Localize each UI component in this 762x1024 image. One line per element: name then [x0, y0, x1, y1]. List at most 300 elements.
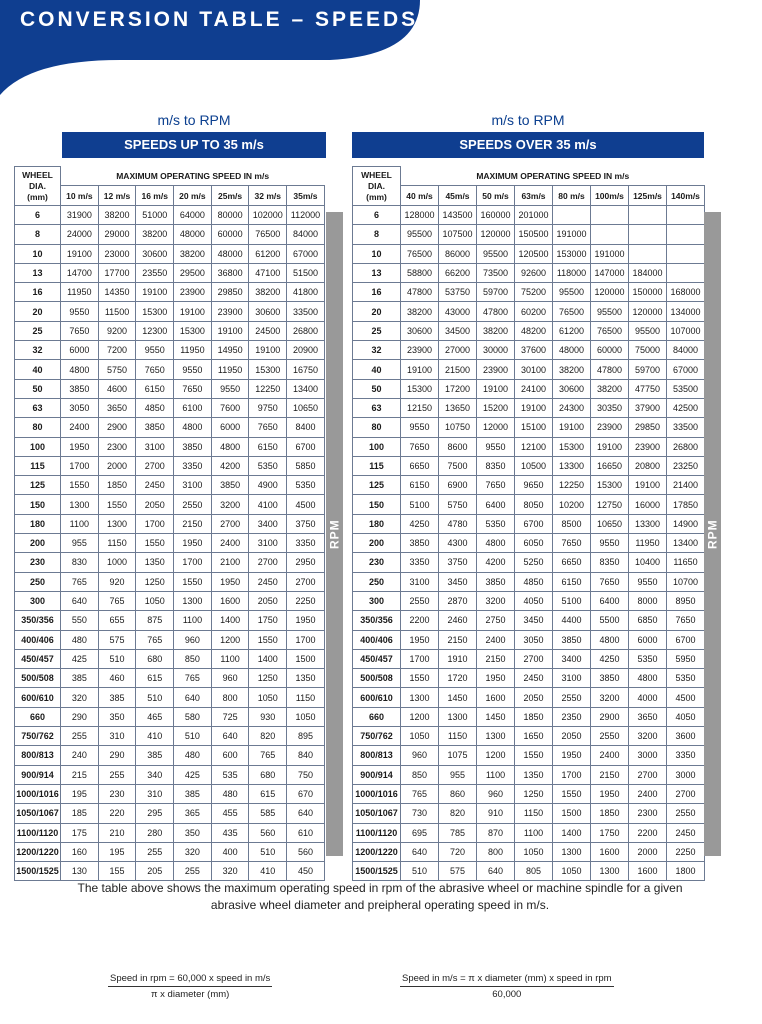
rpm-cell: 53500	[667, 379, 705, 398]
page-title	[20, 8, 418, 32]
rpm-cell: 955	[439, 765, 477, 784]
rpm-cell: 41800	[287, 283, 325, 302]
rpm-cell: 150500	[515, 225, 553, 244]
table-row	[15, 206, 325, 225]
rpm-cell: 3200	[477, 591, 515, 610]
rpm-cell: 8950	[667, 591, 705, 610]
rpm-cell: 1150	[439, 727, 477, 746]
wheel-diameter-cell: 350/356	[15, 611, 61, 630]
rpm-cell: 3350	[174, 456, 212, 475]
rpm-cell: 13400	[667, 534, 705, 553]
rpm-cell: 2700	[211, 514, 249, 533]
rpm-cell: 6700	[287, 437, 325, 456]
speed-column-header: 25m/s	[211, 186, 249, 206]
wheel-diameter-cell: 150	[353, 495, 401, 514]
rpm-cell: 2550	[401, 591, 439, 610]
rpm-cell: 6050	[515, 534, 553, 553]
rpm-cell: 191000	[553, 225, 591, 244]
rpm-cell: 2150	[439, 630, 477, 649]
left-table-grid	[14, 166, 325, 881]
rpm-cell: 4500	[287, 495, 325, 514]
rpm-cell: 2550	[553, 688, 591, 707]
rpm-cell: 19100	[515, 398, 553, 417]
rpm-cell: 30600	[136, 244, 174, 263]
rpm-cell: 76500	[591, 321, 629, 340]
rpm-cell: 6700	[667, 630, 705, 649]
rpm-cell: 76500	[401, 244, 439, 263]
rpm-cell: 6400	[477, 495, 515, 514]
rpm-cell: 11950	[61, 283, 99, 302]
rpm-cell: 350	[98, 707, 136, 726]
rpm-cell: 2250	[287, 591, 325, 610]
rpm-cell: 27000	[439, 341, 477, 360]
rpm-cell: 4900	[249, 476, 287, 495]
rpm-cell: 640	[211, 727, 249, 746]
rpm-cell: 385	[174, 784, 212, 803]
rpm-cell: 3850	[477, 572, 515, 591]
rpm-cell: 960	[174, 630, 212, 649]
title-part-2: TABLE – SPEEDS	[199, 8, 419, 31]
rpm-cell: 365	[174, 804, 212, 823]
rpm-cell: 1750	[249, 611, 287, 630]
rpm-cell: 310	[98, 727, 136, 746]
rpm-cell: 168000	[667, 283, 705, 302]
rpm-cell: 1950	[591, 784, 629, 803]
rpm-cell: 1550	[174, 572, 212, 591]
rpm-cell: 930	[249, 707, 287, 726]
table-row	[353, 302, 705, 321]
rpm-cell: 1600	[211, 591, 249, 610]
rpm-cell: 3000	[667, 765, 705, 784]
rpm-cell: 2400	[211, 534, 249, 553]
table-row	[353, 206, 705, 225]
rpm-cell: 6150	[553, 572, 591, 591]
table-row	[15, 572, 325, 591]
wheel-diameter-cell: 63	[353, 398, 401, 417]
rpm-cell: 5850	[287, 456, 325, 475]
wheel-diameter-cell: 8	[15, 225, 61, 244]
speed-column-header: 63m/s	[515, 186, 553, 206]
rpm-cell: 13650	[439, 398, 477, 417]
formula-rpm-denominator: π x diameter (mm)	[150, 989, 230, 1000]
rpm-cell: 19100	[174, 302, 212, 321]
speed-column-header: 45m/s	[439, 186, 477, 206]
table-row	[15, 765, 325, 784]
wheel-diameter-cell: 1200/1220	[15, 842, 61, 861]
note-line-1: The table above shows the maximum operating speed in rpm of the abrasive wheel or machine spindle for a given	[77, 881, 683, 895]
rpm-cell: 36800	[211, 263, 249, 282]
rpm-cell: 585	[249, 804, 287, 823]
rpm-cell: 9550	[591, 534, 629, 553]
table-row	[353, 244, 705, 263]
rpm-cell: 34500	[439, 321, 477, 340]
wheel-diameter-cell: 40	[15, 360, 61, 379]
rpm-cell: 480	[211, 784, 249, 803]
rpm-cell: 6150	[249, 437, 287, 456]
wheel-diameter-cell: 900/914	[353, 765, 401, 784]
rpm-cell: 765	[249, 746, 287, 765]
rpm-cell: 1050	[515, 842, 553, 861]
rpm-cell: 575	[439, 862, 477, 881]
rpm-cell: 23900	[174, 283, 212, 302]
rpm-cell: 510	[249, 842, 287, 861]
wheel-diameter-cell: 63	[15, 398, 61, 417]
table-row	[353, 225, 705, 244]
table-row	[353, 514, 705, 533]
rpm-cell: 640	[61, 591, 99, 610]
rpm-cell: 7650	[61, 321, 99, 340]
rpm-cell: 425	[61, 649, 99, 668]
rpm-cell: 128000	[401, 206, 439, 225]
rpm-cell: 15300	[553, 437, 591, 456]
rpm-cell: 850	[174, 649, 212, 668]
rpm-cell: 48000	[211, 244, 249, 263]
rpm-cell: 2150	[174, 514, 212, 533]
rpm-cell: 1450	[477, 707, 515, 726]
rpm-cell: 1300	[174, 591, 212, 610]
rpm-cell: 1350	[287, 669, 325, 688]
rpm-cell: 5500	[591, 611, 629, 630]
table-row	[15, 437, 325, 456]
rpm-cell: 6000	[61, 341, 99, 360]
wheel-diameter-cell: 100	[15, 437, 61, 456]
rpm-cell: 670	[287, 784, 325, 803]
rpm-cell: 6400	[591, 591, 629, 610]
rpm-cell: 9650	[515, 476, 553, 495]
rpm-cell: 29850	[211, 283, 249, 302]
rpm-cell: 59700	[477, 283, 515, 302]
table-row	[15, 263, 325, 282]
rpm-cell: 510	[136, 688, 174, 707]
rpm-cell: 320	[211, 862, 249, 881]
rpm-cell: 61200	[249, 244, 287, 263]
rpm-cell: 23900	[591, 418, 629, 437]
rpm-cell: 3850	[401, 534, 439, 553]
rpm-cell: 10750	[439, 418, 477, 437]
rpm-cell: 14700	[61, 263, 99, 282]
rpm-cell: 76500	[553, 302, 591, 321]
rpm-cell: 14900	[667, 514, 705, 533]
table-row	[15, 476, 325, 495]
rpm-cell	[667, 225, 705, 244]
rpm-cell: 920	[98, 572, 136, 591]
rpm-cell: 95500	[401, 225, 439, 244]
rpm-cell: 5950	[667, 649, 705, 668]
table-row	[15, 630, 325, 649]
rpm-cell: 1720	[439, 669, 477, 688]
rpm-cell: 2700	[136, 456, 174, 475]
table-row	[353, 746, 705, 765]
rpm-cell: 3450	[515, 611, 553, 630]
rpm-cell: 30600	[249, 302, 287, 321]
rpm-cell: 7650	[667, 611, 705, 630]
rpm-cell: 2900	[98, 418, 136, 437]
rpm-cell: 2400	[61, 418, 99, 437]
rpm-cell: 51000	[136, 206, 174, 225]
table-row	[353, 418, 705, 437]
rpm-cell: 2150	[591, 765, 629, 784]
rpm-cell: 23900	[629, 437, 667, 456]
table-row	[353, 649, 705, 668]
wheel-diameter-cell: 500/508	[353, 669, 401, 688]
rpm-cell: 23900	[401, 341, 439, 360]
rpm-cell: 5100	[401, 495, 439, 514]
rpm-cell: 4200	[477, 553, 515, 572]
rpm-cell: 30350	[591, 398, 629, 417]
rpm-cell: 15300	[401, 379, 439, 398]
rpm-cell: 1950	[401, 630, 439, 649]
rpm-cell: 350	[174, 823, 212, 842]
rpm-cell: 1950	[553, 746, 591, 765]
rpm-cell: 14950	[211, 341, 249, 360]
table-row	[15, 534, 325, 553]
rpm-cell: 1250	[136, 572, 174, 591]
rpm-cell: 1700	[174, 553, 212, 572]
rpm-cell: 2000	[629, 842, 667, 861]
rpm-cell: 2700	[249, 553, 287, 572]
rpm-cell: 785	[439, 823, 477, 842]
rpm-cell: 16650	[591, 456, 629, 475]
rpm-cell: 3850	[553, 630, 591, 649]
rpm-cell: 765	[174, 669, 212, 688]
rpm-cell: 1700	[401, 649, 439, 668]
rpm-cell: 510	[401, 862, 439, 881]
rpm-cell: 955	[61, 534, 99, 553]
rpm-cell: 26800	[667, 437, 705, 456]
rpm-cell: 47800	[401, 283, 439, 302]
rpm-cell: 960	[401, 746, 439, 765]
rpm-cell: 23250	[667, 456, 705, 475]
rpm-cell: 4250	[401, 514, 439, 533]
rpm-cell: 5350	[667, 669, 705, 688]
rpm-cell: 3200	[629, 727, 667, 746]
rpm-cell: 1550	[401, 669, 439, 688]
rpm-cell: 48000	[553, 341, 591, 360]
rpm-cell: 280	[136, 823, 174, 842]
rpm-cell: 730	[401, 804, 439, 823]
wheel-diameter-cell: 250	[353, 572, 401, 591]
rpm-cell: 31900	[61, 206, 99, 225]
rpm-cell: 610	[287, 823, 325, 842]
rpm-cell: 23000	[98, 244, 136, 263]
rpm-cell: 1300	[61, 495, 99, 514]
rpm-cell	[553, 206, 591, 225]
table-row	[353, 630, 705, 649]
wheel-diameter-cell: 500/508	[15, 669, 61, 688]
rpm-cell: 23900	[477, 360, 515, 379]
rpm-cell: 4200	[211, 456, 249, 475]
rpm-cell: 15300	[249, 360, 287, 379]
wheel-diameter-cell: 750/762	[353, 727, 401, 746]
wheel-diameter-cell: 1500/1525	[353, 862, 401, 881]
rpm-cell: 3600	[667, 727, 705, 746]
rpm-cell	[629, 206, 667, 225]
rpm-cell	[591, 206, 629, 225]
rpm-cell: 5350	[249, 456, 287, 475]
rpm-cell: 4800	[629, 669, 667, 688]
table-row	[15, 727, 325, 746]
wheel-diameter-cell: 125	[353, 476, 401, 495]
table-row	[15, 244, 325, 263]
table-row	[15, 379, 325, 398]
rpm-cell: 1950	[174, 534, 212, 553]
rpm-cell: 1800	[667, 862, 705, 881]
table-row	[353, 437, 705, 456]
rpm-cell: 7650	[136, 360, 174, 379]
table-row	[353, 572, 705, 591]
rpm-cell: 695	[401, 823, 439, 842]
rpm-cell: 92600	[515, 263, 553, 282]
rpm-cell: 1600	[591, 842, 629, 861]
rpm-cell: 11500	[98, 302, 136, 321]
table-row	[353, 379, 705, 398]
rpm-cell: 400	[211, 842, 249, 861]
rpm-cell: 42500	[667, 398, 705, 417]
rpm-cell: 47800	[477, 302, 515, 321]
table-row	[15, 225, 325, 244]
rpm-cell: 8400	[287, 418, 325, 437]
title-part-1: CONVERSION	[20, 8, 192, 31]
rpm-cell: 6650	[401, 456, 439, 475]
wheel-diameter-cell: 400/406	[15, 630, 61, 649]
rpm-cell: 7600	[211, 398, 249, 417]
table-row	[353, 804, 705, 823]
table-row	[15, 611, 325, 630]
rpm-cell: 76500	[249, 225, 287, 244]
rpm-cell: 73500	[477, 263, 515, 282]
rpm-cell: 2700	[629, 765, 667, 784]
table-row	[353, 476, 705, 495]
wheel-diameter-cell: 600/610	[15, 688, 61, 707]
rpm-cell: 2300	[629, 804, 667, 823]
wheel-diameter-cell: 115	[15, 456, 61, 475]
rpm-cell: 640	[477, 862, 515, 881]
right-table-container	[352, 166, 705, 881]
rpm-cell	[591, 225, 629, 244]
wheel-dia-label-1: WHEEL	[361, 169, 392, 180]
rpm-cell: 1550	[61, 476, 99, 495]
rpm-cell: 7650	[553, 534, 591, 553]
rpm-cell: 160	[61, 842, 99, 861]
rpm-cell: 19100	[401, 360, 439, 379]
wheel-diameter-cell: 1100/1120	[353, 823, 401, 842]
table-row	[15, 688, 325, 707]
rpm-cell: 7200	[98, 341, 136, 360]
table-row	[15, 283, 325, 302]
rpm-cell: 2400	[591, 746, 629, 765]
rpm-cell: 4500	[667, 688, 705, 707]
rpm-cell: 95500	[477, 244, 515, 263]
rpm-cell: 1950	[61, 437, 99, 456]
rpm-cell: 12000	[477, 418, 515, 437]
rpm-cell: 240	[61, 746, 99, 765]
wheel-diameter-cell: 16	[15, 283, 61, 302]
rpm-cell: 8600	[439, 437, 477, 456]
rpm-cell: 230	[98, 784, 136, 803]
rpm-cell: 9200	[98, 321, 136, 340]
rpm-cell: 8350	[477, 456, 515, 475]
wheel-diameter-cell: 6	[15, 206, 61, 225]
rpm-cell: 5750	[98, 360, 136, 379]
table-row	[15, 514, 325, 533]
rpm-cell: 3650	[98, 398, 136, 417]
rpm-cell: 640	[401, 842, 439, 861]
table-row	[15, 553, 325, 572]
rpm-cell: 47750	[629, 379, 667, 398]
speeds-up-to-35-panel	[14, 108, 344, 877]
rpm-cell: 1500	[553, 804, 591, 823]
rpm-cell: 1700	[136, 514, 174, 533]
rpm-cell: 1700	[553, 765, 591, 784]
rpm-cell: 160000	[477, 206, 515, 225]
rpm-cell: 4800	[477, 534, 515, 553]
wheel-diameter-cell: 180	[15, 514, 61, 533]
rpm-cell: 425	[174, 765, 212, 784]
rpm-cell: 2450	[515, 669, 553, 688]
table-row	[353, 727, 705, 746]
rpm-cell: 10200	[553, 495, 591, 514]
rpm-cell: 2750	[477, 611, 515, 630]
rpm-cell: 385	[98, 688, 136, 707]
wheel-diameter-cell: 8	[353, 225, 401, 244]
rpm-cell: 10500	[515, 456, 553, 475]
rpm-cell: 2550	[667, 804, 705, 823]
wheel-diameter-cell: 450/457	[15, 649, 61, 668]
rpm-cell: 9550	[629, 572, 667, 591]
rpm-cell: 2200	[401, 611, 439, 630]
rpm-cell: 38200	[591, 379, 629, 398]
rpm-cell: 1100	[174, 611, 212, 630]
rpm-cell: 615	[249, 784, 287, 803]
rpm-cell: 95500	[629, 321, 667, 340]
wheel-dia-label-3: (mm)	[27, 191, 48, 202]
rpm-cell: 290	[61, 707, 99, 726]
wheel-diameter-cell: 150	[15, 495, 61, 514]
rpm-cell: 2700	[287, 572, 325, 591]
rpm-cell: 29850	[629, 418, 667, 437]
rpm-cell: 21500	[439, 360, 477, 379]
rpm-cell: 3450	[439, 572, 477, 591]
rpm-cell: 1100	[211, 649, 249, 668]
table-row	[353, 669, 705, 688]
rpm-cell: 6900	[439, 476, 477, 495]
wheel-diameter-cell: 800/813	[353, 746, 401, 765]
rpm-cell: 640	[287, 804, 325, 823]
rpm-cell: 19100	[477, 379, 515, 398]
table-row	[15, 495, 325, 514]
rpm-cell: 340	[136, 765, 174, 784]
rpm-cell: 38200	[136, 225, 174, 244]
rpm-cell: 84000	[667, 341, 705, 360]
rpm-cell: 12750	[591, 495, 629, 514]
wheel-diameter-cell: 32	[15, 341, 61, 360]
rpm-cell: 510	[98, 649, 136, 668]
rpm-cell: 290	[98, 746, 136, 765]
rpm-cell: 2700	[515, 649, 553, 668]
rpm-cell: 191000	[591, 244, 629, 263]
rpm-cell: 1300	[98, 514, 136, 533]
rpm-cell: 24100	[515, 379, 553, 398]
rpm-cell: 2300	[98, 437, 136, 456]
right-subtitle: m/s to RPM	[491, 112, 565, 128]
rpm-cell: 12150	[401, 398, 439, 417]
rpm-cell: 3750	[287, 514, 325, 533]
wheel-diameter-cell: 250	[15, 572, 61, 591]
rpm-cell: 1150	[98, 534, 136, 553]
rpm-cell: 4800	[211, 437, 249, 456]
rpm-cell: 3100	[174, 476, 212, 495]
rpm-cell: 24500	[249, 321, 287, 340]
